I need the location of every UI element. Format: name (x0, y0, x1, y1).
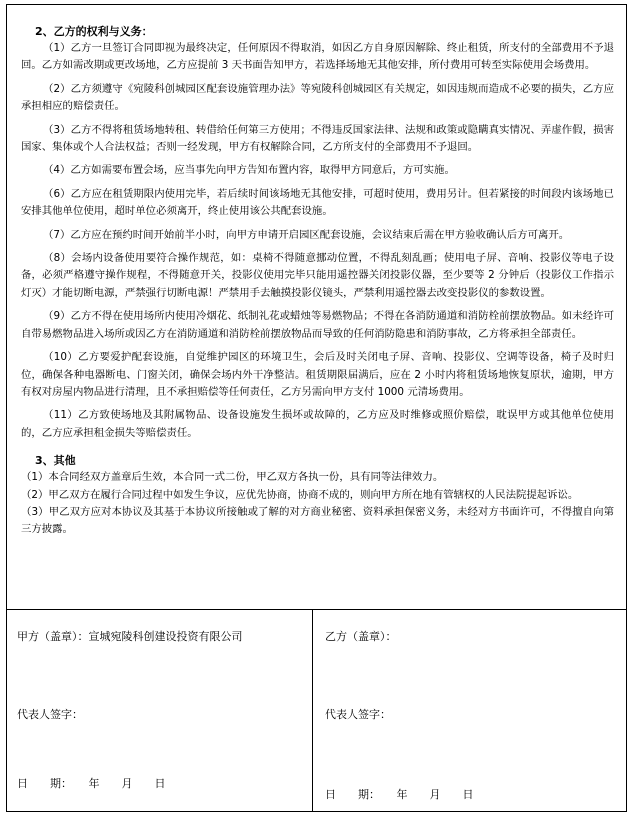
party-a-date-label: 日 期： 年 月 日 (17, 777, 166, 790)
clause-2-9: （9）乙方不得在使用场所内使用冷烟花、纸制礼花或蜡烛等易燃物品；不得在各消防通道和消防栓前摆放物品。如未经许可自带易燃物品进入场所或因乙方在消防通道和消防栓前摆放物品而导致的任何消防隐患和消防事故，乙方将承担全部责任。 (21, 310, 614, 340)
section-2-body (21, 40, 614, 442)
section-2-title: 2、乙方的权利与义务： (35, 25, 153, 38)
clause-2-7: （7）乙方应在预约时间开始前半小时，向甲方申请开启园区配套设施，会议结束后需在甲方验收确认后方可离开。 (43, 228, 570, 241)
contract-page (6, 4, 627, 812)
party-b-cell (313, 610, 626, 811)
clause-2-8: （8）会场内设备使用要符合操作规范，如：桌椅不得随意挪动位置，不得乱刻乱画；使用电子屏、音响、投影仪等电子设备，必须严格遵守操作规程，不得随意开关，投影仪使用完毕只能用遥控器关闭投影仪器，至少要等 2 分钟后（投影仪工作指示灯灭）才能切断电源，严禁强行切断电源！严禁用手去触摸投影仪镜头，严禁利用遥控器去改变投影仪的参数设置。 (21, 252, 614, 299)
signature-table (7, 610, 626, 811)
clause-3-3: （3）甲乙双方应对本协议及其基于本协议所接触或了解的对方商业秘密、资料承担保密义务，未经对方书面许可，不得擅自向第三方披露。 (21, 505, 614, 536)
party-b-rep-label: 代表人签字： (325, 708, 391, 721)
section-3-body (21, 469, 614, 539)
contract-terms (7, 5, 626, 610)
party-b-seal-label: 乙方（盖章）： (325, 630, 397, 643)
clause-2-4: （4）乙方如需要布置会场，应当事先向甲方告知布置内容，取得甲方同意后，方可实施。 (43, 164, 455, 177)
clause-2-6: （6）乙方应在租赁期限内使用完毕，若后续时间该场地无其他安排，可超时使用，费用另计。但若紧接的时间段内该场地已安排其他单位使用，超时单位必须离开，终止使用该公共配套设施。 (21, 187, 614, 218)
party-a-cell (7, 610, 313, 811)
clause-2-2: （2）乙方须遵守《宛陵科创城园区配套设施管理办法》等宛陵科创城园区有关规定，如因违规而造成不必要的损失，乙方应承担相应的赔偿责任。 (21, 82, 614, 113)
party-a-seal-label: 甲方（盖章）：宣城宛陵科创建设投资有限公司 (17, 630, 243, 643)
party-b-date-label: 日 期： 年 月 日 (325, 788, 474, 801)
clause-2-10: （10）乙方要爱护配套设施，自觉维护园区的环境卫生，会后及时关闭电子屏、音响、投影仪、空调等设备，椅子及时归位，确保各种电器断电、门窗关闭，确保会场内外干净整洁。租赁期限届满后，应在 2 小时内将租赁场地恢复原状，逾期，甲方有权对房屋内物品进行清理，且不承担赔偿等任何责任，乙方另需向甲方支付 1000 元清场费用。 (21, 351, 614, 398)
clause-3-1: （1）本合同经双方盖章后生效，本合同一式二份，甲乙双方各执一份，具有同等法律效力。 (21, 471, 444, 484)
clause-2-3: （3）乙方不得将租赁场地转租、转借给任何第三方使用；不得违反国家法律、法规和政策或隐瞒真实情况、弄虚作假，损害国家、集体或个人合法权益；否则一经发现，甲方有权解除合同，乙方所支付的全部费用不予退回。 (21, 123, 614, 154)
party-a-rep-label: 代表人签字： (17, 708, 83, 721)
clause-2-1: （1）乙方一旦签订合同即视为最终决定，任何原因不得取消，如因乙方自身原因解除、终止租赁，所支付的全部费用不予退回。乙方如需改期或更改场地，乙方应提前 3 天书面告知甲方，若选择场地无其他安排，所付费用可转至实际使用会场费用。 (21, 42, 614, 72)
clause-3-2: （2）甲乙双方在履行合同过程中如发生争议，应优先协商，协商不成的，则向甲方所在地有管辖权的人民法院提起诉讼。 (21, 488, 579, 501)
section-3-title: 3、其他 (35, 454, 76, 468)
clause-2-11: （11）乙方致使场地及其附属物品、设备设施发生损坏或故障的，乙方应及时维修或照价赔偿，耽误甲方或其他单位使用的，乙方应承担租金损失等赔偿责任。 (21, 409, 614, 439)
